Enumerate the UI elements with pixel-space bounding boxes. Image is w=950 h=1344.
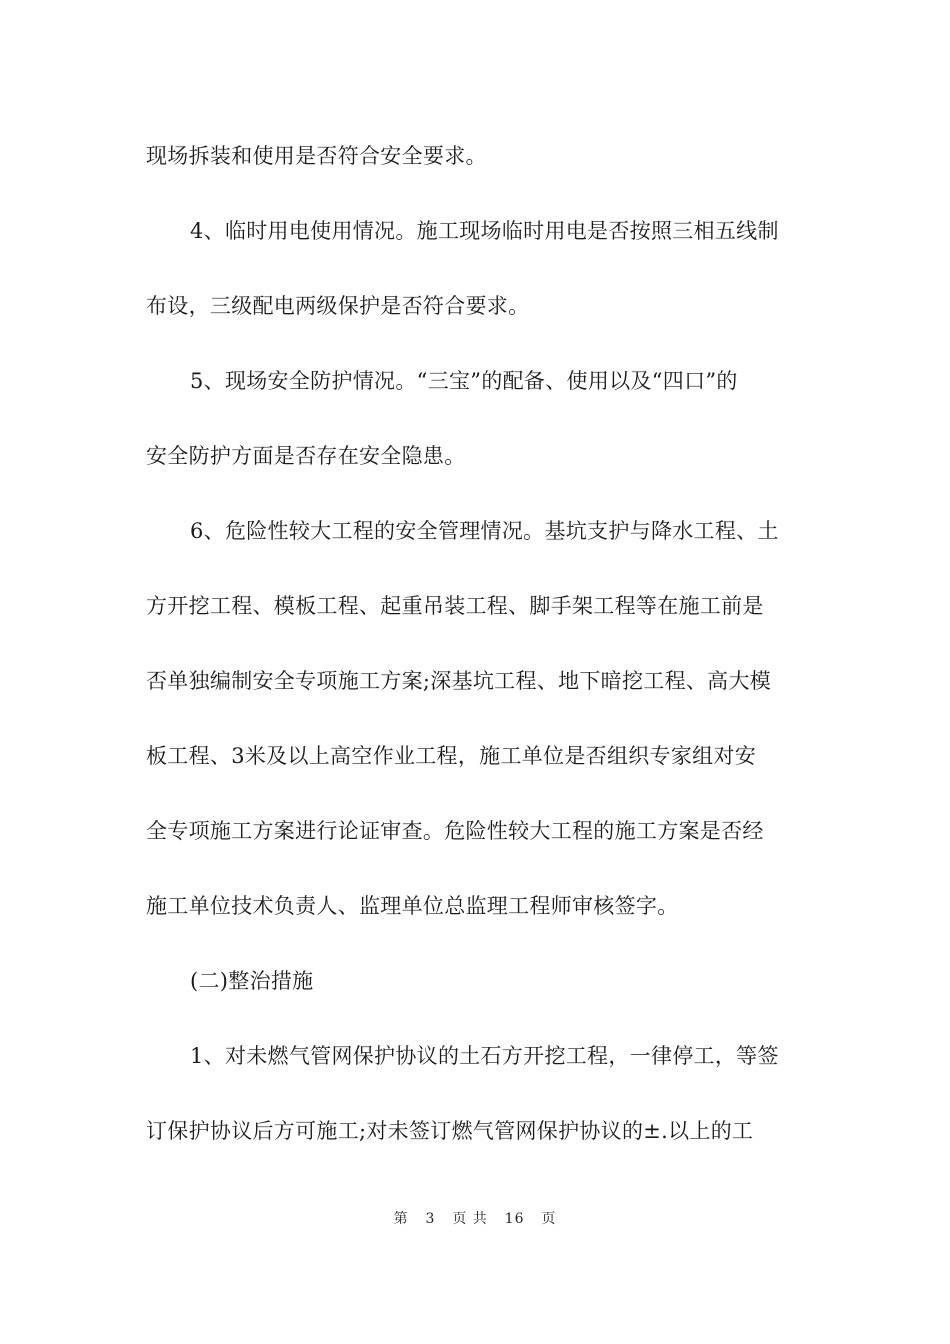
footer-suffix: 页 [541, 1211, 557, 1227]
text-line: 4、临时用电使用情况。施工现场临时用电是否按照三相五线制 [190, 219, 779, 243]
footer-prefix: 第 [393, 1211, 409, 1227]
section-heading: (二)整治措施 [190, 969, 314, 993]
text-line: 现场拆装和使用是否符合安全要求。 [146, 144, 487, 168]
text-line: 订保护协议后方可施工;对未签订燃气管网保护协议的±.以上的工 [146, 1119, 754, 1143]
body-text [146, 128, 810, 1178]
current-page-number: 3 [425, 1211, 436, 1227]
text-line: 布设，三级配电两级保护是否符合要求。 [146, 294, 530, 318]
text-line: 1、对未燃气管网保护协议的土石方开挖工程，一律停工，等签 [190, 1044, 779, 1068]
text-line: 6、危险性较大工程的安全管理情况。基坑支护与降水工程、土 [190, 519, 779, 543]
text-line: 全专项施工方案进行论证审查。危险性较大工程的施工方案是否经 [146, 819, 764, 843]
text-line: 施工单位技术负责人、监理单位总监理工程师审核签字。 [146, 894, 679, 918]
text-line: 方开挖工程、模板工程、起重吊装工程、脚手架工程等在施工前是 [146, 594, 764, 618]
page-footer [0, 1208, 950, 1228]
text-line: 5、现场安全防护情况。“三宝”的配备、使用以及“四口”的 [190, 369, 738, 393]
total-pages-number: 16 [504, 1211, 525, 1227]
text-line: 板工程、3米及以上高空作业工程，施工单位是否组织专家组对安 [146, 744, 757, 768]
text-line: 安全防护方面是否存在安全隐患。 [146, 444, 466, 468]
text-line: 否单独编制安全专项施工方案;深基坑工程、地下暗挖工程、高大模 [146, 669, 772, 693]
footer-middle: 页 共 [452, 1211, 488, 1227]
